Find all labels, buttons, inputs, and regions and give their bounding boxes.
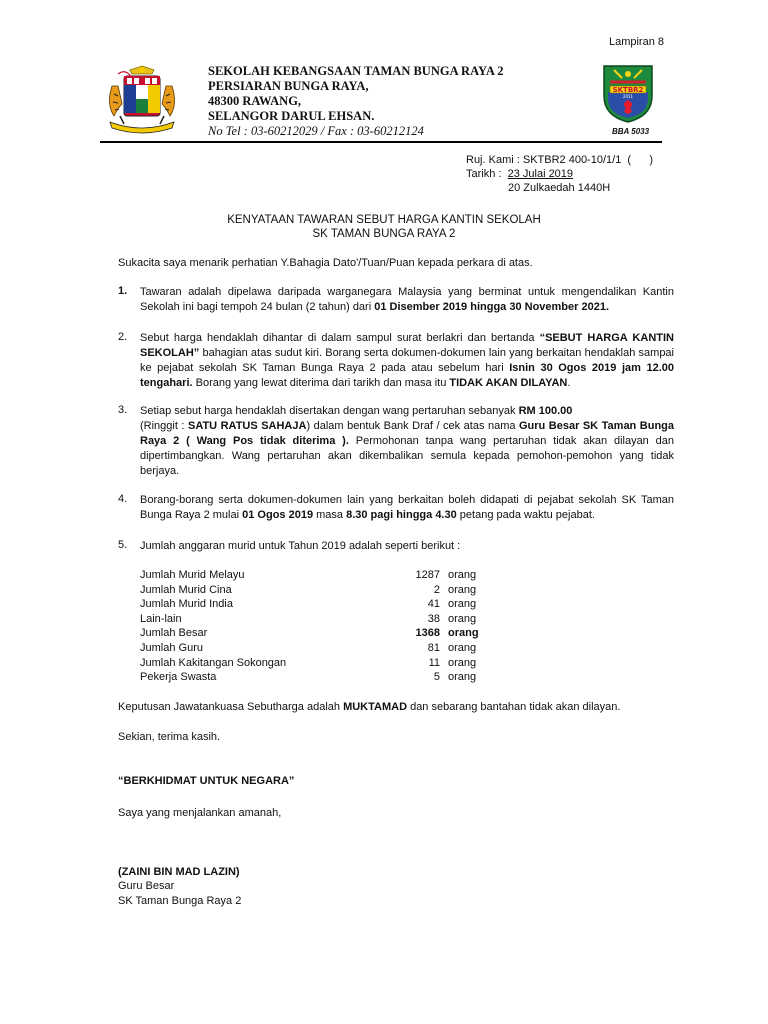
school-address-1: PERSIARAN BUNGA RAYA, xyxy=(208,79,369,93)
motto-text: “BERKHIDMAT UNTUK NEGARA” xyxy=(118,775,295,787)
date-value: 23 Julai 2019 xyxy=(507,168,574,180)
item-number: 2. xyxy=(118,331,128,343)
signer-position: Guru Besar xyxy=(118,880,175,892)
school-logo-text: SKTBR2 xyxy=(612,86,644,94)
coat-of-arms-icon xyxy=(100,64,184,138)
school-address-3: SELANGOR DARUL EHSAN. xyxy=(208,109,375,123)
item-number: 4. xyxy=(118,493,128,505)
intro-text: Sukacita saya menarik perhatian Y.Bahagia Dato'/Tuan/Puan kepada perkara di atas. xyxy=(118,257,533,269)
item-1-text: Tawaran adalah dipelawa daripada warganegara Malaysia yang berminat untuk mengendalikan Kantin Sekolah ini bagi tempoh 24 bulan (2 tahun) dari 01 Disember 2019 hingga 30 November 2021. xyxy=(140,286,674,313)
school-logo-icon xyxy=(600,62,656,124)
school-logo-year: 2011 xyxy=(622,94,634,99)
closing-text: Sekian, terima kasih. xyxy=(118,731,221,743)
school-header xyxy=(208,64,504,139)
trust-text: Saya yang menjalankan amanah, xyxy=(118,807,282,819)
item-number: 3. xyxy=(118,404,128,416)
ref-label: Ruj. Kami : xyxy=(466,154,520,166)
school-address-2: 48300 RAWANG, xyxy=(208,94,302,108)
item-number: 5. xyxy=(118,539,128,551)
item-4-text: Borang-borang serta dokumen-dokumen lain yang berkaitan boleh didapati di pejabat sekolah SK Taman Bunga Raya 2 mulai 01 Ogos 2019 masa 8.30 pagi hingga 4.30 petang pada waktu pejabat. xyxy=(140,494,674,521)
school-code: BBA 5033 xyxy=(612,127,650,136)
school-phone-fax: No Tel : 03-60212029 / Fax : 03-60212124 xyxy=(208,124,424,138)
reference-block xyxy=(466,153,653,195)
school-name: SEKOLAH KEBANGSAAN TAMAN BUNGA RAYA 2 xyxy=(208,64,504,78)
ref-value: SKTBR2 400-10/1/1 ( ) xyxy=(522,154,654,166)
item-3-text: Setiap sebut harga hendaklah disertakan dengan wang pertaruhan sebanyak RM 100.00 (Ringgit : SATU RATUS SAHAJA) dalam bentuk Bank Draf / cek atas nama Guru Besar SK Taman Bunga Raya 2 ( Wang Pos tidak diterima ). Permohonan tanpa wang pertaruhan tidak akan dilayan dan dipertimbangkan. Wang pertaruhan akan dikembalikan semula kepada pemohon-pemohon yang tidak berjaya. xyxy=(140,405,675,477)
item-5-text: Jumlah anggaran murid untuk Tahun 2019 adalah seperti berikut : xyxy=(140,540,461,552)
decision-text: Keputusan Jawatankuasa Sebutharga adalah MUKTAMAD dan sebarang bantahan tidak akan dilayan. xyxy=(118,701,621,713)
hijri-date: 20 Zulkaedah 1440H xyxy=(508,182,611,194)
title-line-2: SK TAMAN BUNGA RAYA 2 xyxy=(312,228,456,240)
title-line-1: KENYATAAN TAWARAN SEBUT HARGA KANTIN SEKOLAH xyxy=(227,214,541,226)
signer-name: (ZAINI BIN MAD LAZIN) xyxy=(118,866,240,878)
signer-school: SK Taman Bunga Raya 2 xyxy=(118,895,242,907)
appendix-label: Lampiran 8 xyxy=(608,36,664,48)
date-label: Tarikh : xyxy=(466,168,502,180)
item-2-text: Sebut harga hendaklah dihantar di dalam sampul surat berlakri dan bertanda “SEBUT HARGA KANTIN SEKOLAH” bahagian atas sudut kiri. Borang serta dokumen-dokumen lain yang berkaitan hendaklah sampai ke pejabat sekolah SK Taman Bunga Raya 2 pada atau sebelum hari Isnin 30 Ogos 2019 jam 12.00 tengahari. Borang yang lewat diterima dari tarikh dan masa itu TIDAK AKAN DILAYAN. xyxy=(140,332,674,389)
header-divider xyxy=(100,141,662,143)
document-title xyxy=(0,213,768,241)
item-number: 1. xyxy=(118,285,128,297)
